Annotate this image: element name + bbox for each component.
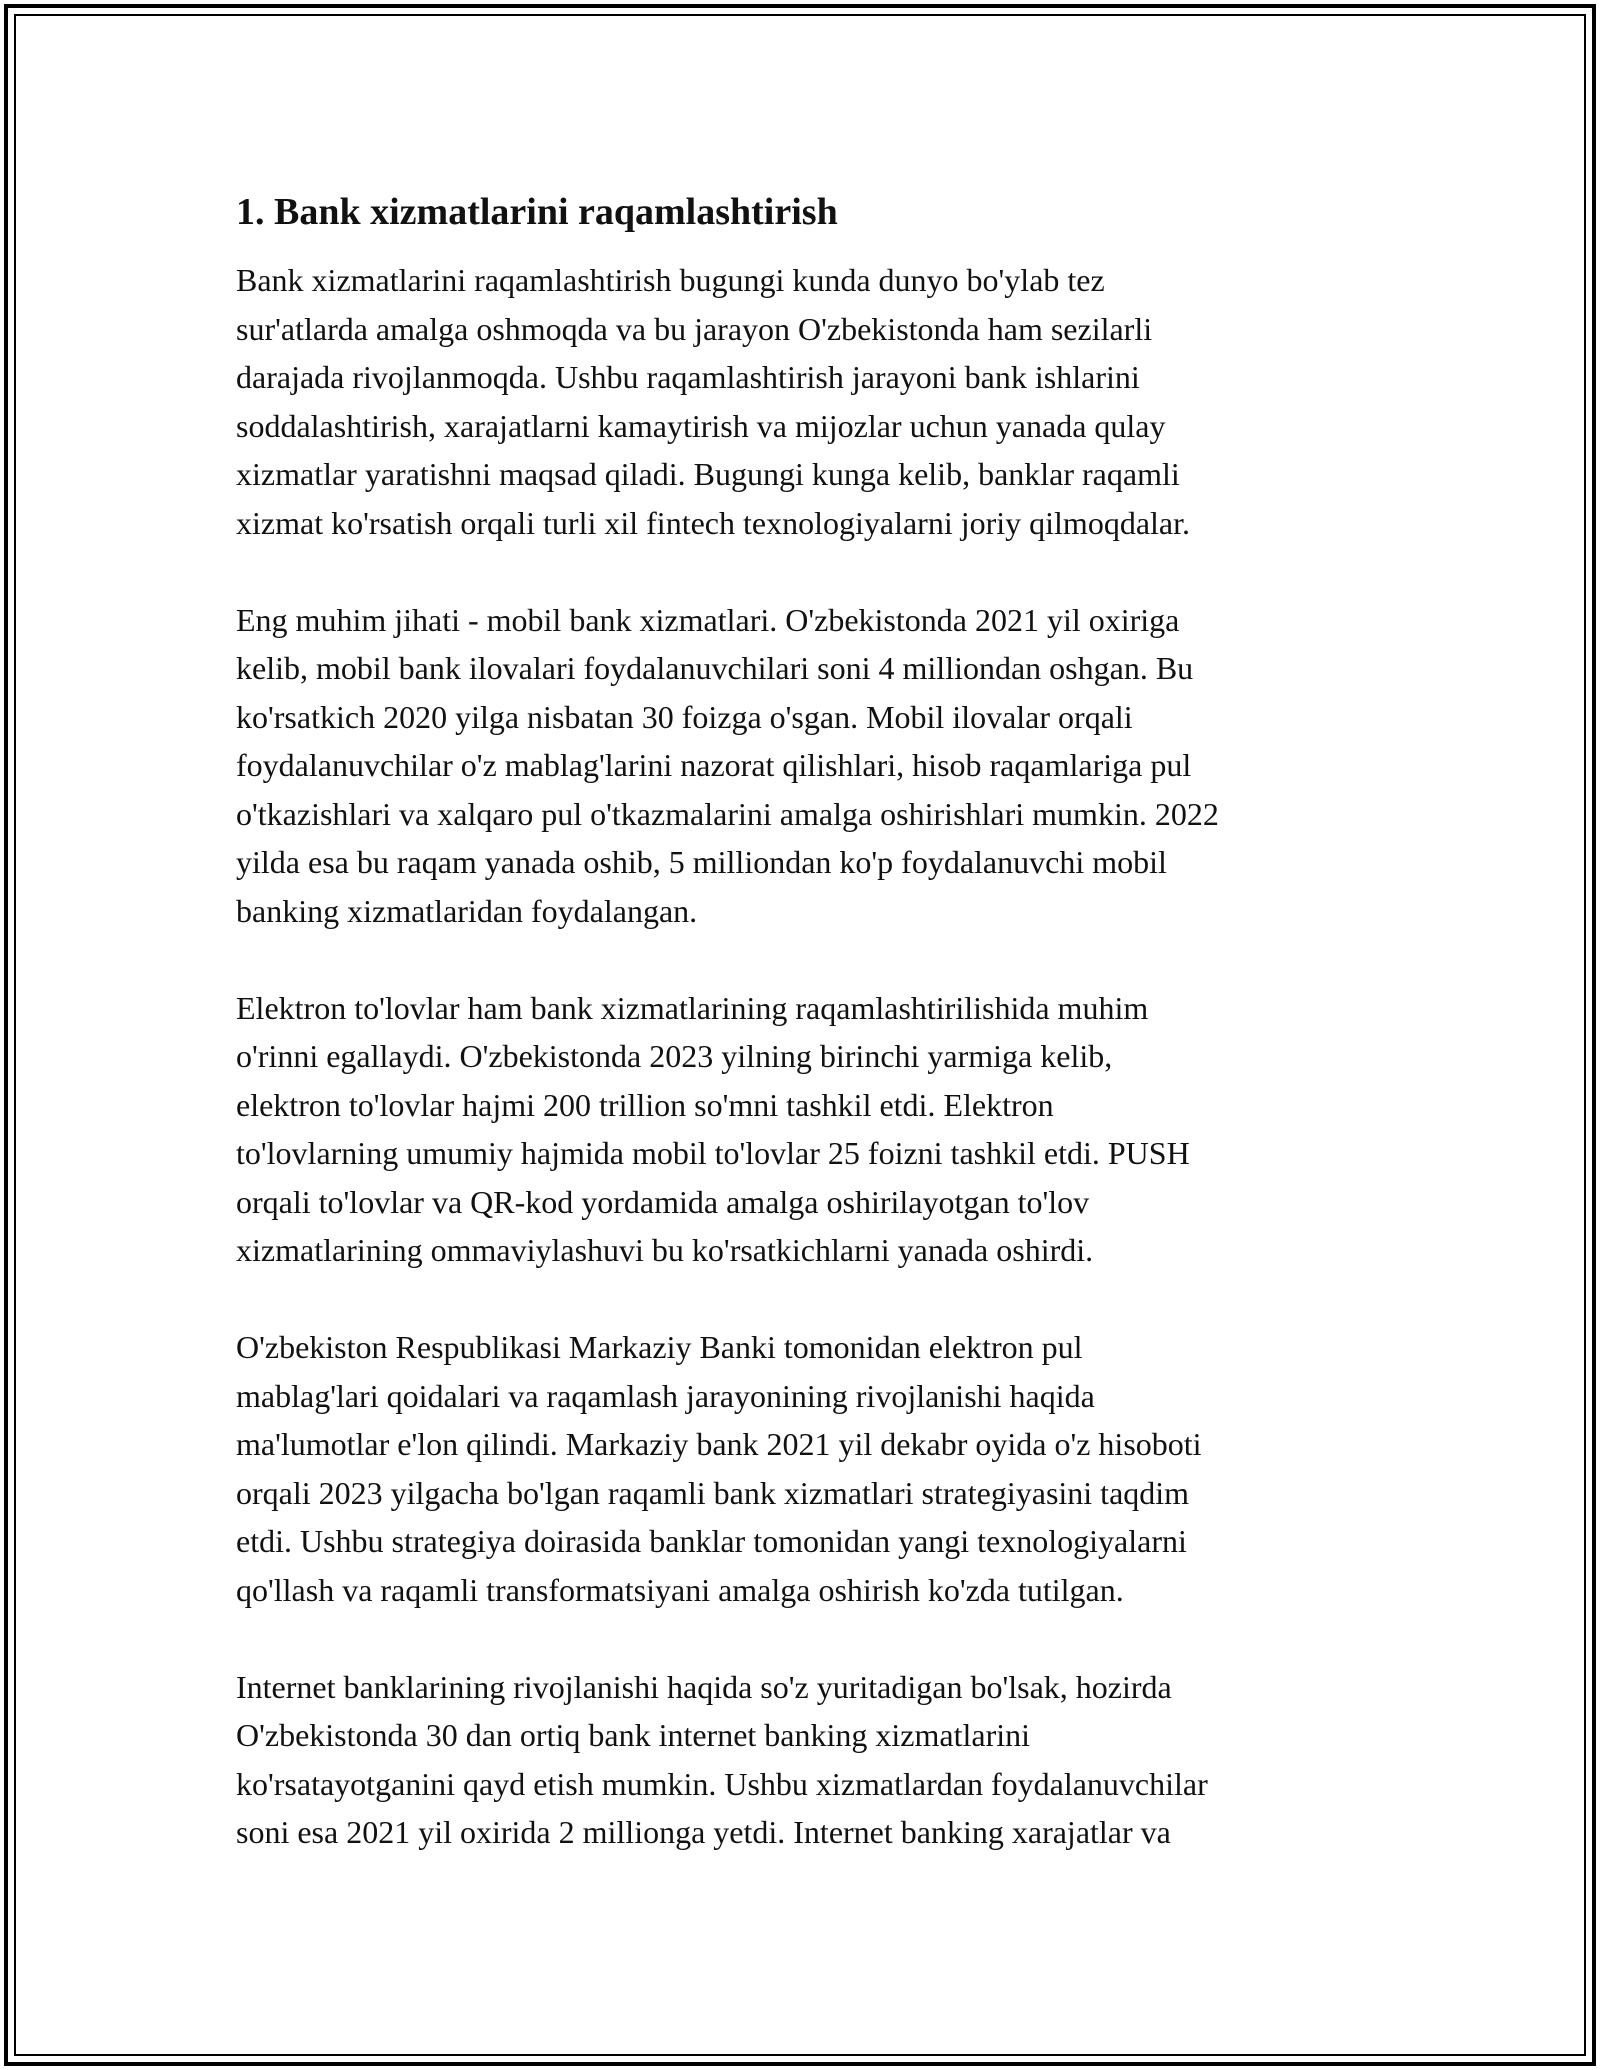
paragraph [236,256,1386,547]
paragraph-line: xizmatlarining ommaviylashuvi bu ko'rsatkichlarni yanada oshirdi. [236,1232,1094,1268]
paragraph-line: Bank xizmatlarini raqamlashtirish bugungi kunda dunyo bo'ylab tez [236,262,1105,298]
paragraph-line: ma'lumotlar e'lon qilindi. Markaziy bank 2021 yil dekabr oyida o'z hisoboti [236,1426,1202,1462]
paragraph-line: ko'rsatkich 2020 yilga nisbatan 30 foizga o'sgan. Mobil ilovalar orqali [236,698,1133,735]
section-heading: 1. Bank xizmatlarini raqamlashtirish [236,191,838,233]
paragraph-list [236,256,1386,1857]
paragraph-line: ko'rsatayotganini qayd etish mumkin. Ushbu xizmatlardan foydalanuvchilar [236,1765,1208,1802]
paragraph-line: darajada rivojlanmoqda. Ushbu raqamlashtirish jarayoni bank ishlarini [236,359,1140,395]
paragraph-line: banking xizmatlaridan foydalangan. [236,892,698,929]
paragraph-line: o'tkazishlari va xalqaro pul o'tkazmalarini amalga oshirishlari mumkin. 2022 [236,795,1219,832]
paragraph-line: O'zbekistonda 30 dan ortiq bank internet banking xizmatlarini [236,1717,1030,1753]
paragraph [236,984,1386,1275]
paragraph-line: Eng muhim jihati - mobil bank xizmatlari. O'zbekistonda 2021 yil oxiriga [236,601,1180,638]
paragraph-line: Internet banklarining rivojlanishi haqida so'z yuritadigan bo'lsak, hozirda [236,1668,1172,1705]
paragraph-line: elektron to'lovlar hajmi 200 trillion so'mni tashkil etdi. Elektron [236,1086,1054,1123]
paragraph-line: xizmat ko'rsatish orqali turli xil fintech texnologiyalarni joriy qilmoqdalar. [236,504,1190,541]
paragraph-line: xizmatlar yaratishni maqsad qiladi. Bugungi kunga kelib, banklar raqamli [236,456,1180,492]
document-body [236,188,1386,1905]
paragraph [236,1663,1386,1857]
paragraph-line: foydalanuvchilar o'z mablag'larini nazorat qilishlari, hisob raqamlariga pul [236,747,1192,783]
paragraph-line: to'lovlarning umumiy hajmida mobil to'lovlar 25 foizni tashkil etdi. PUSH [236,1135,1190,1171]
paragraph-line: orqali to'lovlar va QR-kod yordamida amalga oshirilayotgan to'lov [236,1183,1090,1220]
paragraph-line: etdi. Ushbu strategiya doirasida banklar tomonidan yangi texnologiyalarni [236,1523,1187,1559]
paragraph-line: qo'llash va raqamli transformatsiyani amalga oshirish ko'zda tutilgan. [236,1571,1124,1608]
paragraph-line: o'rinni egallaydi. O'zbekistonda 2023 yilning birinchi yarmiga kelib, [236,1038,1113,1074]
paragraph [236,1323,1386,1614]
paragraph-line: soddalashtirish, xarajatlarni kamaytirish va mijozlar uchun yanada qulay [236,407,1166,444]
paragraph-line: orqali 2023 yilgacha bo'lgan raqamli bank xizmatlari strategiyasini taqdim [236,1474,1190,1511]
paragraph-line: soni esa 2021 yil oxirida 2 millionga yetdi. Internet banking xarajatlar va [236,1814,1171,1850]
paragraph-line: sur'atlarda amalga oshmoqda va bu jarayon O'zbekistonda ham sezilarli [236,310,1153,347]
paragraph-line: O'zbekiston Respublikasi Markaziy Banki tomonidan elektron pul [236,1329,1083,1365]
paragraph-line: Elektron to'lovlar ham bank xizmatlarining raqamlashtirilishida muhim [236,989,1149,1026]
paragraph [236,596,1386,936]
paragraph-line: yilda esa bu raqam yanada oshib, 5 milliondan ko'p foydalanuvchi mobil [236,844,1167,880]
paragraph-line: mablag'lari qoidalari va raqamlash jarayonining rivojlanishi haqida [236,1377,1095,1414]
paragraph-line: kelib, mobil bank ilovalari foydalanuvchilari soni 4 milliondan oshgan. Bu [236,650,1194,686]
